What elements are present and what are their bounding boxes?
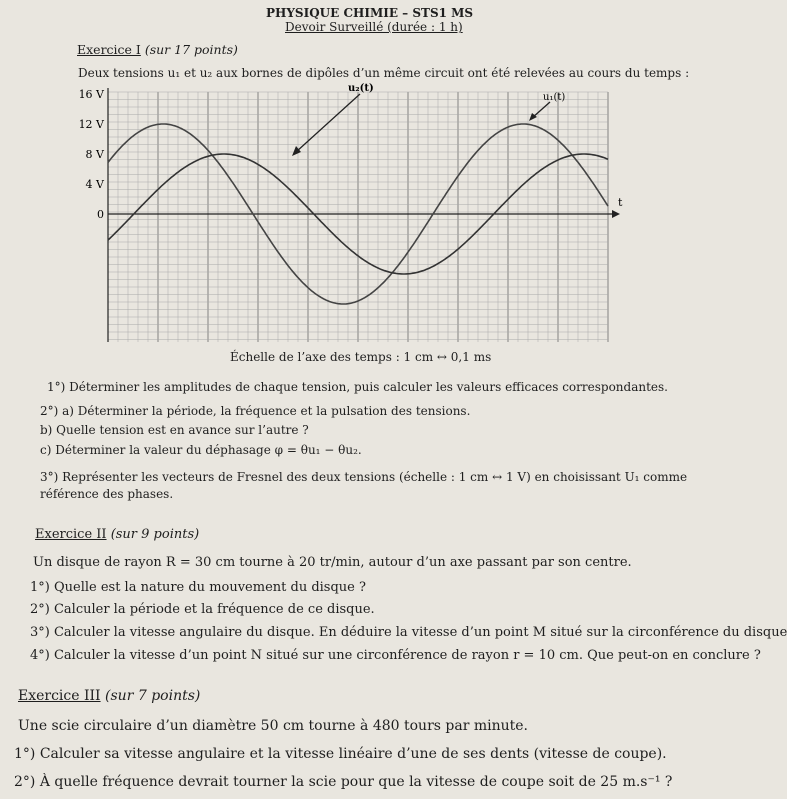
page-subtitle: Devoir Surveillé (durée : 1 h) xyxy=(285,20,463,34)
x-axis-arrow xyxy=(612,210,620,218)
ex1-question-2b: b) Quelle tension est en avance sur l’autre ? xyxy=(40,423,309,437)
u1-label: u₁(t) xyxy=(543,92,566,103)
ex3-heading: Exercice III xyxy=(18,688,101,704)
ex1-question-3b: référence des phases. xyxy=(40,487,174,501)
ex1-question-2a: 2°) a) Déterminer la période, la fréquence et la pulsation des tensions. xyxy=(40,404,471,418)
ex1-question-1: 1°) Déterminer les amplitudes de chaque tension, puis calculer les valeurs efficaces correspondantes. xyxy=(47,380,668,394)
ex1-heading-line xyxy=(77,42,238,57)
y-tick-label: 8 V xyxy=(85,148,104,161)
ex1-heading: Exercice I xyxy=(77,42,141,57)
ex1-question-3a: 3°) Représenter les vecteurs de Fresnel des deux tensions (échelle : 1 cm ↔ 1 V) en choisissant U₁ comme xyxy=(40,470,688,484)
ex2-points: (sur 9 points) xyxy=(110,527,200,542)
chart-annotations xyxy=(292,83,565,156)
x-axis-label: t xyxy=(618,196,623,209)
chart-tick-labels xyxy=(79,88,623,221)
ex1-intro: Deux tensions u₁ et u₂ aux bornes de dipôles d’un même circuit ont été relevées au cours du temps : xyxy=(78,66,690,80)
chart-axes xyxy=(108,88,620,342)
y-tick-label: 16 V xyxy=(78,88,104,101)
u2-pointer-head xyxy=(292,146,301,156)
y-tick-label: 4 V xyxy=(85,178,104,191)
ex2-question-4: 4°) Calculer la vitesse d’un point N situé sur une circonférence de rayon r = 10 cm. Que peut-on en conclure ? xyxy=(30,648,761,663)
ex2-question-2: 2°) Calculer la période et la fréquence de ce disque. xyxy=(30,602,375,617)
ex1-question-2c: c) Déterminer la valeur du déphasage φ = θu₁ − θu₂. xyxy=(40,443,362,457)
y-tick-label: 0 xyxy=(97,208,104,221)
ex3-intro: Une scie circulaire d’un diamètre 50 cm tourne à 480 tours par minute. xyxy=(18,718,528,734)
voltage-chart xyxy=(0,80,670,350)
u2-label: u₂(t) xyxy=(348,83,374,94)
y-tick-label: 12 V xyxy=(78,118,104,131)
ex2-heading: Exercice II xyxy=(35,527,107,542)
ex3-points: (sur 7 points) xyxy=(105,688,201,704)
ex1-time-scale: Échelle de l’axe des temps : 1 cm ↔ 0,1 ms xyxy=(230,350,492,364)
page-title: PHYSIQUE CHIMIE – STS1 MS xyxy=(266,6,474,20)
ex2-heading-line xyxy=(35,527,199,542)
ex3-heading-line xyxy=(18,688,200,704)
ex2-intro: Un disque de rayon R = 30 cm tourne à 20 tr/min, autour d’un axe passant par son centre. xyxy=(33,555,632,570)
ex3-question-2: 2°) À quelle fréquence devrait tourner la scie pour que la vitesse de coupe soit de 25 m.s⁻¹ ? xyxy=(14,774,673,790)
ex1-points: (sur 17 points) xyxy=(144,42,238,57)
ex2-question-1: 1°) Quelle est la nature du mouvement du disque ? xyxy=(30,580,366,595)
ex2-question-3: 3°) Calculer la vitesse angulaire du disque. En déduire la vitesse d’un point M situé sur la circonférence du disque xyxy=(30,625,787,640)
ex3-question-1: 1°) Calculer sa vitesse angulaire et la vitesse linéaire d’une de ses dents (vitesse de coupe). xyxy=(14,746,667,762)
